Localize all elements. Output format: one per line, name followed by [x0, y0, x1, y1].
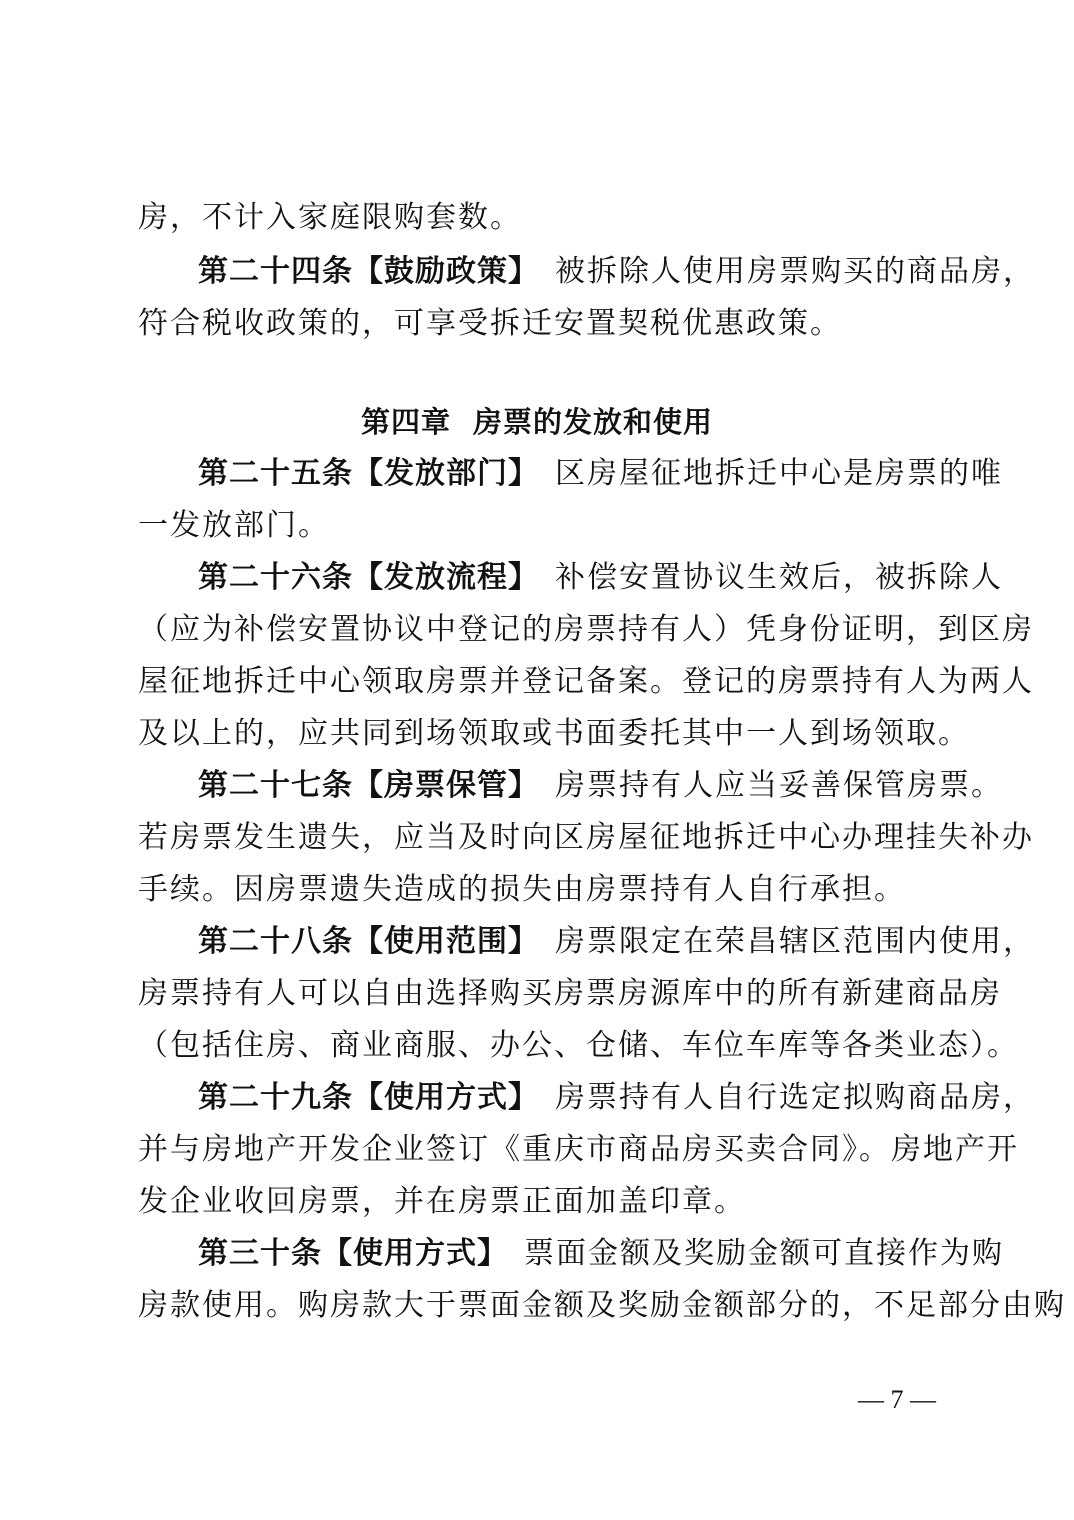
body-line: 房票持有人可以自由选择购买房票房源库中的所有新建商品房 — [138, 976, 1002, 1011]
article-text: 区房屋征地拆迁中心是房票的唯 — [555, 456, 1003, 491]
article-text: 被拆除人使用房票购买的商品房， — [555, 254, 1035, 289]
article-heading: 第二十四条【鼓励政策】 — [198, 254, 539, 289]
article-text: 房票限定在荣昌辖区范围内使用， — [555, 924, 1035, 959]
article-heading: 第二十七条【房票保管】 — [198, 768, 539, 803]
body-line: 及以上的，应共同到场领取或书面委托其中一人到场领取。 — [138, 716, 970, 751]
article-heading: 第二十九条【使用方式】 — [198, 1080, 539, 1115]
chapter-title — [0, 400, 1074, 444]
body-line: （包括住房、商业商服、办公、仓储、车位车库等各类业态）。 — [138, 1028, 1019, 1063]
article-heading: 第二十八条【使用范围】 — [198, 924, 539, 959]
article-29 — [198, 1076, 1035, 1120]
body-line: 发企业收回房票，并在房票正面加盖印章。 — [138, 1184, 746, 1219]
article-heading: 第二十六条【发放流程】 — [198, 560, 539, 595]
body-line: 符合税收政策的，可享受拆迁安置契税优惠政策。 — [138, 306, 842, 341]
article-heading: 第三十条【使用方式】 — [198, 1236, 508, 1271]
body-line: （应为补偿安置协议中登记的房票持有人）凭身份证明，到区房 — [138, 612, 1034, 647]
body-line: 房，不计入家庭限购套数。 — [138, 200, 522, 235]
article-27 — [198, 764, 1003, 808]
body-line: 若房票发生遗失，应当及时向区房屋征地拆迁中心办理挂失补办 — [138, 820, 1034, 855]
article-24 — [198, 250, 1035, 294]
chapter-number: 第四章 — [360, 405, 451, 439]
body-line: 屋征地拆迁中心领取房票并登记备案。登记的房票持有人为两人 — [138, 664, 1034, 699]
article-text: 补偿安置协议生效后，被拆除人 — [555, 560, 1003, 595]
article-30 — [198, 1232, 1004, 1276]
article-25 — [198, 452, 1003, 496]
article-text: 票面金额及奖励金额可直接作为购 — [524, 1236, 1004, 1271]
page-number: — 7 — — [858, 1385, 936, 1414]
article-26 — [198, 556, 1003, 600]
body-line: 房款使用。购房款大于票面金额及奖励金额部分的，不足部分由购 — [138, 1288, 1066, 1323]
body-line: 一发放部门。 — [138, 508, 330, 543]
article-heading: 第二十五条【发放部门】 — [198, 456, 539, 491]
article-text: 房票持有人自行选定拟购商品房， — [555, 1080, 1035, 1115]
chapter-name: 房票的发放和使用 — [473, 405, 714, 439]
body-line: 手续。因房票遗失造成的损失由房票持有人自行承担。 — [138, 872, 906, 907]
article-text: 房票持有人应当妥善保管房票。 — [555, 768, 1003, 803]
body-line: 并与房地产开发企业签订《重庆市商品房买卖合同》。房地产开 — [138, 1132, 1019, 1167]
article-28 — [198, 920, 1035, 964]
